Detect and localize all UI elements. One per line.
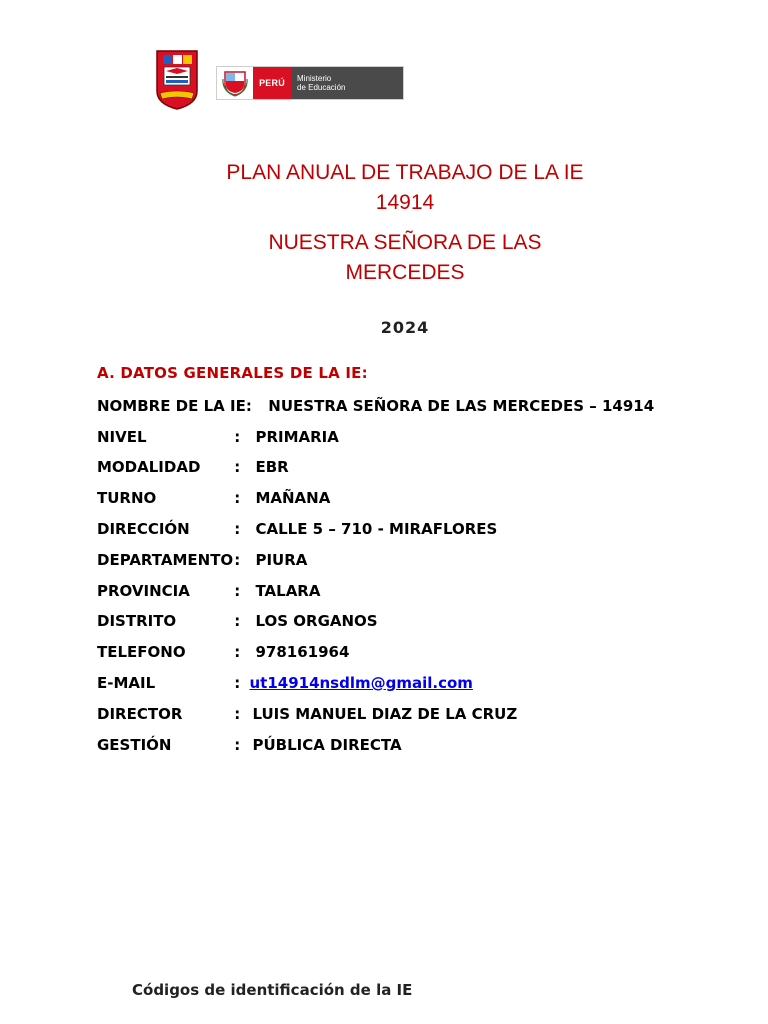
peru-coat-of-arms-icon <box>217 67 253 99</box>
field-colon: : <box>234 643 241 661</box>
plan-year: 2024 <box>380 318 430 337</box>
field-value: EBR <box>255 458 289 476</box>
field-row-director <box>97 704 517 724</box>
field-label: DISTRITO <box>97 612 177 630</box>
ministry-label <box>291 67 403 99</box>
field-colon: : <box>234 428 241 446</box>
field-row-department <box>97 550 307 570</box>
field-row-level <box>97 427 339 447</box>
peru-label: PERÚ <box>253 67 291 99</box>
field-label: MODALIDAD <box>97 458 201 476</box>
field-label: TELEFONO <box>97 643 186 661</box>
ministry-label-line1: Ministerio <box>297 74 332 83</box>
field-row-email <box>97 673 473 693</box>
school-name-line2: MERCEDES <box>345 261 465 284</box>
field-label: NIVEL <box>97 428 147 446</box>
field-label: DIRECCIÓN <box>97 520 190 538</box>
plan-title-line2: 14914 <box>375 191 435 214</box>
field-label: DIRECTOR <box>97 705 183 723</box>
field-row-management <box>97 735 402 755</box>
field-colon: : <box>234 674 241 692</box>
school-name-title <box>200 228 610 288</box>
ministry-of-education-logo <box>216 66 404 100</box>
field-row-shift <box>97 488 330 508</box>
field-colon: : <box>234 736 241 754</box>
field-value: LUIS MANUEL DIAZ DE LA CRUZ <box>252 705 518 723</box>
field-value: MAÑANA <box>255 489 331 507</box>
field-row-district <box>97 611 378 631</box>
field-colon: : <box>234 458 241 476</box>
field-colon: : <box>234 582 241 600</box>
identification-codes-heading: Códigos de identificación de la IE <box>132 981 413 999</box>
email-link[interactable]: ut14914nsdlm@gmail.com <box>249 674 473 692</box>
school-crest-icon <box>154 49 200 111</box>
school-name-line1: NUESTRA SEÑORA DE LAS <box>268 231 542 254</box>
field-label: PROVINCIA <box>97 582 190 600</box>
section-heading-general-data: A. DATOS GENERALES DE LA IE: <box>97 364 368 382</box>
field-colon: : <box>234 612 241 630</box>
plan-title <box>200 158 610 218</box>
field-value: NUESTRA SEÑORA DE LAS MERCEDES – 14914 <box>268 397 655 415</box>
field-row-school-name <box>97 396 654 416</box>
field-row-address <box>97 519 497 539</box>
field-value: PÚBLICA DIRECTA <box>252 736 402 754</box>
field-value: CALLE 5 – 710 - MIRAFLORES <box>255 520 498 538</box>
field-value: LOS ORGANOS <box>255 612 378 630</box>
field-row-modality <box>97 457 289 477</box>
school-crest-logo <box>154 49 200 111</box>
field-value: PIURA <box>255 551 308 569</box>
field-label: E-MAIL <box>97 674 156 692</box>
ministry-label-line2: de Educación <box>297 83 346 92</box>
field-label: NOMBRE DE LA IE: <box>97 397 252 415</box>
field-row-phone <box>97 642 349 662</box>
plan-title-line1: PLAN ANUAL DE TRABAJO DE LA IE <box>226 161 584 184</box>
field-value: 978161964 <box>255 643 350 661</box>
field-label: DEPARTAMENTO <box>97 551 234 569</box>
field-label: GESTIÓN <box>97 736 172 754</box>
field-label: TURNO <box>97 489 157 507</box>
field-row-province <box>97 581 320 601</box>
field-colon: : <box>234 705 241 723</box>
field-colon: : <box>234 551 241 569</box>
field-value: PRIMARIA <box>255 428 339 446</box>
field-colon: : <box>234 520 241 538</box>
field-colon: : <box>234 489 241 507</box>
field-value: TALARA <box>255 582 321 600</box>
